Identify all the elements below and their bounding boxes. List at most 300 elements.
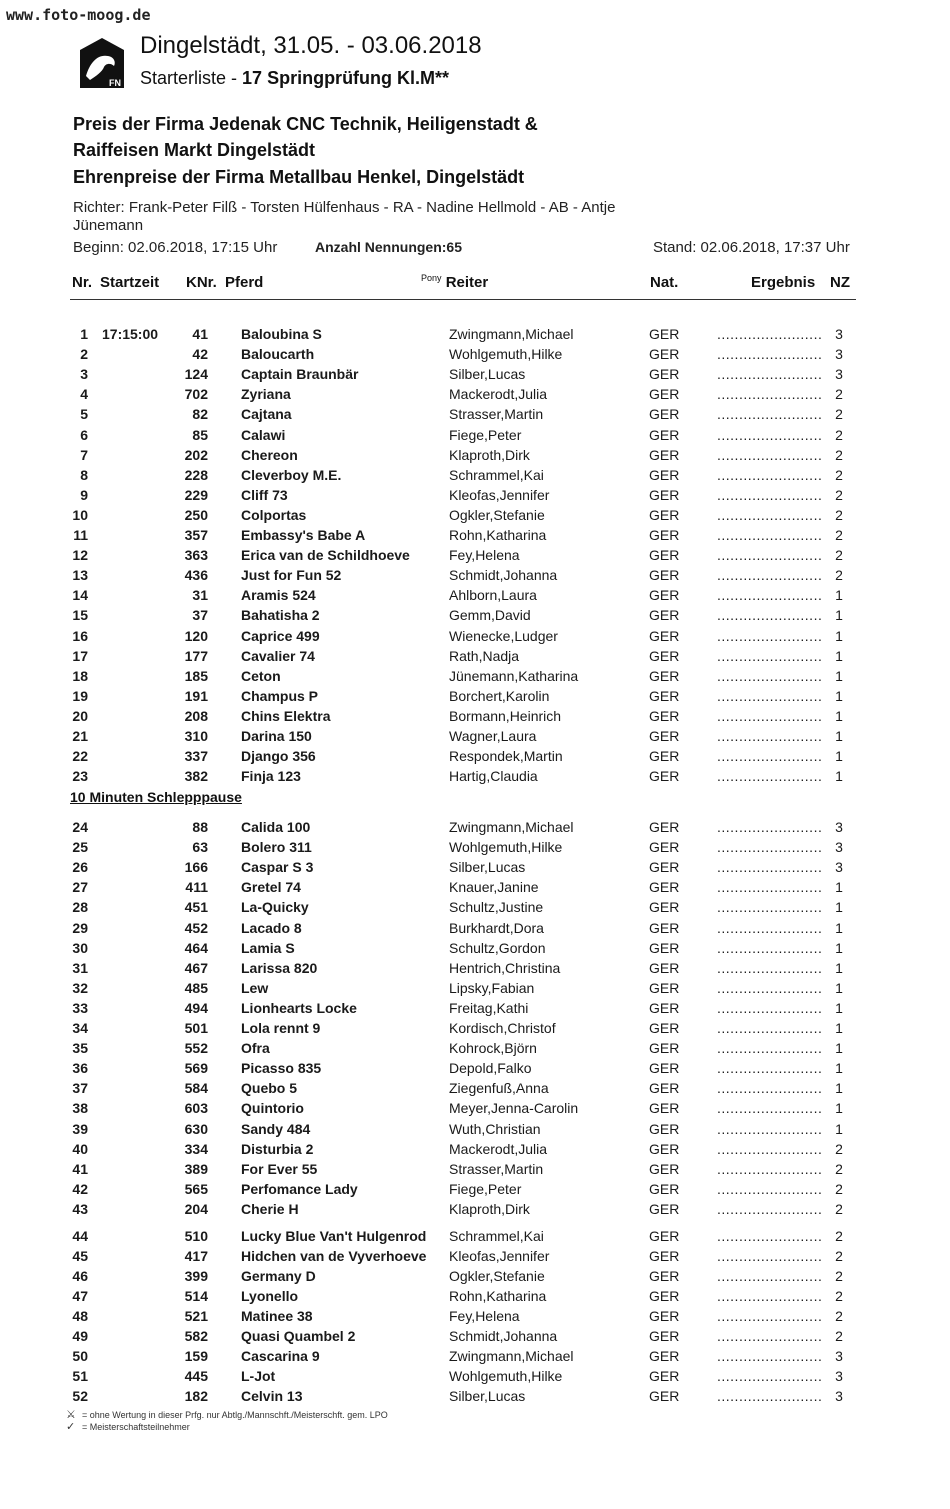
nz-value: 1 <box>835 1020 843 1036</box>
starter-nr: 51 <box>72 1368 88 1384</box>
horse-name: Quasi Quambel 2 <box>241 1328 356 1344</box>
checkmark-icon: ✓ <box>66 1421 76 1433</box>
horse-name: Germany D <box>241 1268 316 1284</box>
nz-value: 2 <box>835 567 843 584</box>
result-placeholder: ........................ <box>717 819 823 835</box>
starter-nr: 20 <box>72 707 88 724</box>
nation: GER <box>649 426 680 443</box>
nation: GER <box>649 919 680 936</box>
rider-name: Fey,Helena <box>449 547 520 564</box>
rider-name: Schmidt,Johanna <box>449 1328 558 1344</box>
nz-value: 2 <box>835 406 843 423</box>
starter-nr: 9 <box>80 486 88 503</box>
horse-name: Erica van de Schildhoeve <box>241 547 410 564</box>
horse-name: Caprice 499 <box>241 627 320 644</box>
nz-value: 2 <box>835 527 843 543</box>
table-row <box>0 960 950 980</box>
result-placeholder: ........................ <box>717 1348 823 1364</box>
rider-name: Kordisch,Christof <box>449 1020 556 1036</box>
head-number: 702 <box>184 386 208 403</box>
starter-nr: 3 <box>80 366 88 383</box>
horse-name: Lyonello <box>241 1288 299 1304</box>
col-knr: KNr. <box>186 274 217 291</box>
nation: GER <box>649 979 680 996</box>
rider-name: Wohlgemuth,Hilke <box>449 346 563 363</box>
result-placeholder: ........................ <box>717 1268 823 1284</box>
col-result: Ergebnis <box>751 274 816 291</box>
prize-line-2: Raiffeisen Markt Dingelstädt <box>73 140 316 160</box>
nation: GER <box>649 446 680 463</box>
starter-nr: 19 <box>72 687 88 704</box>
horse-name: Aramis 524 <box>241 587 316 604</box>
horse-name: Lacado 8 <box>241 919 302 936</box>
starter-nr: 34 <box>72 1020 88 1036</box>
horse-name: Larissa 820 <box>241 959 318 976</box>
starter-nr: 41 <box>72 1160 88 1177</box>
nation: GER <box>649 1160 680 1177</box>
table-row <box>0 1181 950 1201</box>
nz-value: 1 <box>835 899 843 916</box>
head-number: 182 <box>184 1388 208 1404</box>
head-number: 501 <box>184 1020 208 1036</box>
result-placeholder: ........................ <box>717 728 823 744</box>
starter-nr: 44 <box>72 1228 88 1244</box>
head-number: 310 <box>184 728 208 744</box>
nation: GER <box>649 326 680 342</box>
horse-name: Baloubina S <box>241 326 322 342</box>
starter-nr: 36 <box>72 1060 88 1077</box>
nation: GER <box>649 627 680 644</box>
table-row <box>0 1121 950 1141</box>
result-placeholder: ........................ <box>717 999 823 1016</box>
head-number: 41 <box>192 326 208 342</box>
table-row <box>0 648 950 668</box>
table-row <box>0 1080 950 1100</box>
horse-name: Lionhearts Locke <box>241 999 357 1016</box>
horse-name: Baloucarth <box>241 346 315 363</box>
horse-name: Hidchen van de Vyverhoeve <box>241 1248 427 1264</box>
nation: GER <box>649 346 680 363</box>
fn-logo <box>78 36 126 90</box>
rider-name: Kohrock,Björn <box>449 1040 537 1057</box>
horse-name: Bolero 311 <box>241 839 312 856</box>
nation: GER <box>649 587 680 604</box>
table-row <box>0 1328 950 1348</box>
nz-value: 1 <box>835 1120 843 1137</box>
nation: GER <box>649 647 680 664</box>
rider-name: Jünemann,Katharina <box>449 667 579 684</box>
nation: GER <box>649 859 680 876</box>
nation: GER <box>649 527 680 543</box>
nz-value: 3 <box>835 839 843 856</box>
competition-name: 17 Springprüfung Kl.M** <box>242 68 450 88</box>
head-number: 42 <box>192 346 208 363</box>
watermark: www.foto-moog.de <box>6 6 151 24</box>
nation: GER <box>649 728 680 744</box>
table-row <box>0 1228 950 1248</box>
nation: GER <box>649 607 680 624</box>
horse-name: Cherie H <box>241 1200 299 1217</box>
table-row <box>0 879 950 899</box>
table-row <box>0 728 950 748</box>
nation: GER <box>649 999 680 1016</box>
horse-name: Captain Braunbär <box>241 366 359 383</box>
rider-name: Wienecke,Ludger <box>449 627 558 644</box>
head-number: 451 <box>184 899 208 916</box>
nz-value: 1 <box>835 1100 843 1117</box>
nation: GER <box>649 687 680 704</box>
starter-nr: 13 <box>72 567 88 584</box>
starter-nr: 29 <box>72 919 88 936</box>
rider-name: Rath,Nadja <box>449 647 520 664</box>
head-number: 521 <box>184 1308 208 1324</box>
table-row <box>0 1348 950 1368</box>
result-placeholder: ........................ <box>717 1388 823 1404</box>
rider-name: Rohn,Katharina <box>449 1288 547 1304</box>
starter-nr: 26 <box>72 859 88 876</box>
nz-value: 2 <box>835 426 843 443</box>
table-row <box>0 507 950 527</box>
starter-nr: 48 <box>72 1308 88 1324</box>
col-nz: NZ <box>830 274 850 291</box>
entries-count: Anzahl Nennungen:65 <box>315 239 463 255</box>
result-placeholder: ........................ <box>717 1020 823 1036</box>
head-number: 120 <box>184 627 208 644</box>
result-placeholder: ........................ <box>717 1120 823 1137</box>
col-pony: Pony <box>421 273 442 283</box>
nz-value: 1 <box>835 959 843 976</box>
nation: GER <box>649 1388 680 1404</box>
head-number: 88 <box>192 819 208 835</box>
rider-name: Mackerodt,Julia <box>449 1140 548 1157</box>
result-placeholder: ........................ <box>717 466 823 483</box>
nation: GER <box>649 1040 680 1057</box>
nz-value: 1 <box>835 919 843 936</box>
nz-value: 1 <box>835 748 843 765</box>
nz-value: 3 <box>835 819 843 835</box>
table-row <box>0 920 950 940</box>
table-row <box>0 708 950 728</box>
nation: GER <box>649 939 680 956</box>
table-row <box>0 1040 950 1060</box>
head-number: 582 <box>184 1328 208 1344</box>
nation: GER <box>649 1180 680 1197</box>
nz-value: 2 <box>835 1140 843 1157</box>
rider-name: Klaproth,Dirk <box>449 446 530 463</box>
table-row <box>0 1000 950 1020</box>
starter-nr: 43 <box>72 1200 88 1217</box>
horse-name: Lew <box>241 979 269 996</box>
legend-item: ✓ = Meisterschaftsteilnehmer <box>66 1421 190 1433</box>
head-number: 37 <box>192 607 208 624</box>
head-number: 204 <box>184 1200 208 1217</box>
nation: GER <box>649 839 680 856</box>
head-number: 485 <box>184 979 208 996</box>
result-placeholder: ........................ <box>717 547 823 564</box>
result-placeholder: ........................ <box>717 1200 823 1217</box>
horse-name: Cleverboy M.E. <box>241 466 342 483</box>
rider-name: Burkhardt,Dora <box>449 919 544 936</box>
rider-name: Fiege,Peter <box>449 426 522 443</box>
table-row <box>0 768 950 788</box>
horse-name: Django 356 <box>241 748 316 765</box>
nz-value: 2 <box>835 446 843 463</box>
result-placeholder: ........................ <box>717 647 823 664</box>
table-row <box>0 447 950 467</box>
starter-nr: 11 <box>73 527 88 543</box>
head-number: 82 <box>192 406 208 423</box>
result-placeholder: ........................ <box>717 687 823 704</box>
nz-value: 2 <box>835 386 843 403</box>
nz-value: 1 <box>835 667 843 684</box>
table-row <box>0 567 950 587</box>
head-number: 494 <box>184 999 208 1016</box>
begin-time: Beginn: 02.06.2018, 17:15 Uhr <box>73 239 278 256</box>
result-placeholder: ........................ <box>717 1080 823 1097</box>
horse-name: Picasso 835 <box>241 1060 322 1077</box>
head-number: 584 <box>184 1080 208 1097</box>
horse-name: Celvin 13 <box>241 1388 303 1404</box>
result-placeholder: ........................ <box>717 587 823 604</box>
result-placeholder: ........................ <box>717 919 823 936</box>
start-time: 17:15:00 <box>102 326 159 342</box>
result-placeholder: ........................ <box>717 1180 823 1197</box>
nz-value: 1 <box>835 647 843 664</box>
head-number: 250 <box>184 506 208 523</box>
nation: GER <box>649 506 680 523</box>
nation: GER <box>649 466 680 483</box>
horse-name: Lamia S <box>241 939 295 956</box>
rider-name: Schultz,Justine <box>449 899 544 916</box>
result-placeholder: ........................ <box>717 1040 823 1057</box>
rider-name: Rohn,Katharina <box>449 527 547 543</box>
starter-nr: 49 <box>72 1328 88 1344</box>
horse-name: Cavalier 74 <box>241 647 315 664</box>
horse-name: Perfomance Lady <box>241 1180 358 1197</box>
table-row <box>0 1288 950 1308</box>
head-number: 159 <box>184 1348 208 1364</box>
result-placeholder: ........................ <box>717 386 823 403</box>
horse-name: Lucky Blue Van't Hulgenrod <box>241 1228 427 1244</box>
nz-value: 1 <box>835 627 843 644</box>
result-placeholder: ........................ <box>717 667 823 684</box>
rider-name: Respondek,Martin <box>449 748 563 765</box>
table-row <box>0 748 950 768</box>
table-row <box>0 406 950 426</box>
prize-line-3: Ehrenpreise der Firma Metallbau Henkel, Dingelstädt <box>73 167 525 187</box>
nz-value: 1 <box>835 879 843 896</box>
rider-name: Wohlgemuth,Hilke <box>449 1368 563 1384</box>
starter-nr: 15 <box>72 607 88 624</box>
nz-value: 2 <box>835 1160 843 1177</box>
pause-label: 10 Minuten Schlepppause <box>70 789 242 805</box>
result-placeholder: ........................ <box>717 839 823 856</box>
table-row <box>0 940 950 960</box>
result-placeholder: ........................ <box>717 567 823 584</box>
starter-nr: 14 <box>72 587 88 604</box>
horse-name: For Ever 55 <box>241 1160 318 1177</box>
table-row <box>0 839 950 859</box>
result-placeholder: ........................ <box>717 859 823 876</box>
table-row <box>0 1201 950 1221</box>
starter-nr: 31 <box>72 959 88 976</box>
head-number: 464 <box>184 939 208 956</box>
rider-name: Ziegenfuß,Anna <box>449 1080 549 1097</box>
prize-line-1: Preis der Firma Jedenak CNC Technik, Heiligenstadt & <box>73 114 538 134</box>
head-number: 229 <box>184 486 208 503</box>
table-row <box>0 386 950 406</box>
table-row <box>0 1020 950 1040</box>
result-placeholder: ........................ <box>717 939 823 956</box>
table-row <box>0 1141 950 1161</box>
rider-name: Hartig,Claudia <box>449 768 538 785</box>
nation: GER <box>649 1120 680 1137</box>
nation: GER <box>649 1060 680 1077</box>
head-number: 569 <box>184 1060 208 1077</box>
nz-value: 2 <box>835 486 843 503</box>
table-row <box>0 427 950 447</box>
horse-name: Sandy 484 <box>241 1120 311 1137</box>
horse-name: Cascarina 9 <box>241 1348 320 1364</box>
horse-name: Matinee 38 <box>241 1308 313 1324</box>
table-row <box>0 980 950 1000</box>
head-number: 177 <box>184 647 208 664</box>
nz-value: 2 <box>835 1268 843 1284</box>
nation: GER <box>649 1348 680 1364</box>
nation: GER <box>649 1248 680 1264</box>
nation: GER <box>649 1288 680 1304</box>
nz-value: 3 <box>835 1348 843 1364</box>
nation: GER <box>649 1200 680 1217</box>
nation: GER <box>649 667 680 684</box>
head-number: 467 <box>184 959 208 976</box>
rider-name: Ogkler,Stefanie <box>449 1268 545 1284</box>
nz-value: 2 <box>835 1288 843 1304</box>
col-rider: $^{Pony}$ Reiter <box>421 273 489 291</box>
nz-value: 1 <box>835 687 843 704</box>
result-placeholder: ........................ <box>717 899 823 916</box>
starter-nr: 5 <box>80 406 88 423</box>
horse-name: Zyriana <box>241 386 291 403</box>
head-number: 208 <box>184 707 208 724</box>
horse-name: Finja 123 <box>241 768 301 785</box>
nz-value: 2 <box>835 1180 843 1197</box>
starter-nr: 4 <box>80 386 88 403</box>
nation: GER <box>649 567 680 584</box>
table-row <box>0 527 950 547</box>
result-placeholder: ........................ <box>717 1368 823 1384</box>
result-placeholder: ........................ <box>717 1100 823 1117</box>
horse-name: Ceton <box>241 667 281 684</box>
result-placeholder: ........................ <box>717 959 823 976</box>
nation: GER <box>649 406 680 423</box>
nation: GER <box>649 1020 680 1036</box>
horse-name: La-Quicky <box>241 899 309 916</box>
rider-name: Kleofas,Jennifer <box>449 486 550 503</box>
nz-value: 1 <box>835 707 843 724</box>
head-number: 382 <box>184 768 208 785</box>
result-placeholder: ........................ <box>717 446 823 463</box>
starter-nr: 46 <box>72 1268 88 1284</box>
nz-value: 1 <box>835 607 843 624</box>
result-placeholder: ........................ <box>717 486 823 503</box>
result-placeholder: ........................ <box>717 748 823 765</box>
result-placeholder: ........................ <box>717 366 823 383</box>
nation: GER <box>649 819 680 835</box>
nation: GER <box>649 959 680 976</box>
head-number: 166 <box>184 859 208 876</box>
rider-name: Knauer,Janine <box>449 879 539 896</box>
horse-name: Ofra <box>241 1040 270 1057</box>
result-placeholder: ........................ <box>717 607 823 624</box>
nation: GER <box>649 879 680 896</box>
rider-name: Wagner,Laura <box>449 728 537 744</box>
table-row <box>0 1161 950 1181</box>
table-row <box>0 628 950 648</box>
header-rule <box>70 299 856 300</box>
crossed-swords-icon: ⚔ <box>66 1409 76 1421</box>
horse-name: Quintorio <box>241 1100 304 1117</box>
nation: GER <box>649 1308 680 1324</box>
head-number: 452 <box>184 919 208 936</box>
starter-nr: 30 <box>72 939 88 956</box>
result-placeholder: ........................ <box>717 1248 823 1264</box>
nation: GER <box>649 1268 680 1284</box>
horse-name: Champus P <box>241 687 319 704</box>
status-time: Stand: 02.06.2018, 17:37 Uhr <box>653 239 850 256</box>
result-placeholder: ........................ <box>717 406 823 423</box>
nz-value: 2 <box>835 1248 843 1264</box>
nz-value: 2 <box>835 1308 843 1324</box>
page-subtitle <box>140 68 449 89</box>
horse-name: Embassy's Babe A <box>241 527 366 543</box>
rider-name: Wuth,Christian <box>449 1120 541 1137</box>
head-number: 185 <box>184 667 208 684</box>
rider-name: Schultz,Gordon <box>449 939 546 956</box>
table-row <box>0 899 950 919</box>
head-number: 363 <box>184 547 208 564</box>
horse-name: Chereon <box>241 446 298 463</box>
head-number: 630 <box>184 1120 208 1137</box>
head-number: 63 <box>192 839 208 856</box>
head-number: 399 <box>184 1268 208 1284</box>
horse-name: Lola rennt 9 <box>241 1020 321 1036</box>
head-number: 445 <box>184 1368 208 1384</box>
horse-name: Darina 150 <box>241 728 312 744</box>
rider-name: Schrammel,Kai <box>449 1228 544 1244</box>
result-placeholder: ........................ <box>717 527 823 543</box>
table-row <box>0 819 950 839</box>
result-placeholder: ........................ <box>717 627 823 644</box>
rider-name: Ahlborn,Laura <box>449 587 537 604</box>
nation: GER <box>649 899 680 916</box>
starter-nr: 1 <box>80 326 88 342</box>
nz-value: 3 <box>835 1368 843 1384</box>
table-row <box>0 346 950 366</box>
nz-value: 3 <box>835 326 843 342</box>
nation: GER <box>649 1140 680 1157</box>
table-row <box>0 326 950 346</box>
nz-value: 1 <box>835 999 843 1016</box>
result-placeholder: ........................ <box>717 1228 823 1244</box>
starter-nr: 24 <box>72 819 88 835</box>
starter-nr: 21 <box>72 728 88 744</box>
result-placeholder: ........................ <box>717 1328 823 1344</box>
result-placeholder: ........................ <box>717 506 823 523</box>
starter-nr: 33 <box>72 999 88 1016</box>
rider-name: Gemm,David <box>449 607 531 624</box>
rider-name: Silber,Lucas <box>449 1388 526 1404</box>
